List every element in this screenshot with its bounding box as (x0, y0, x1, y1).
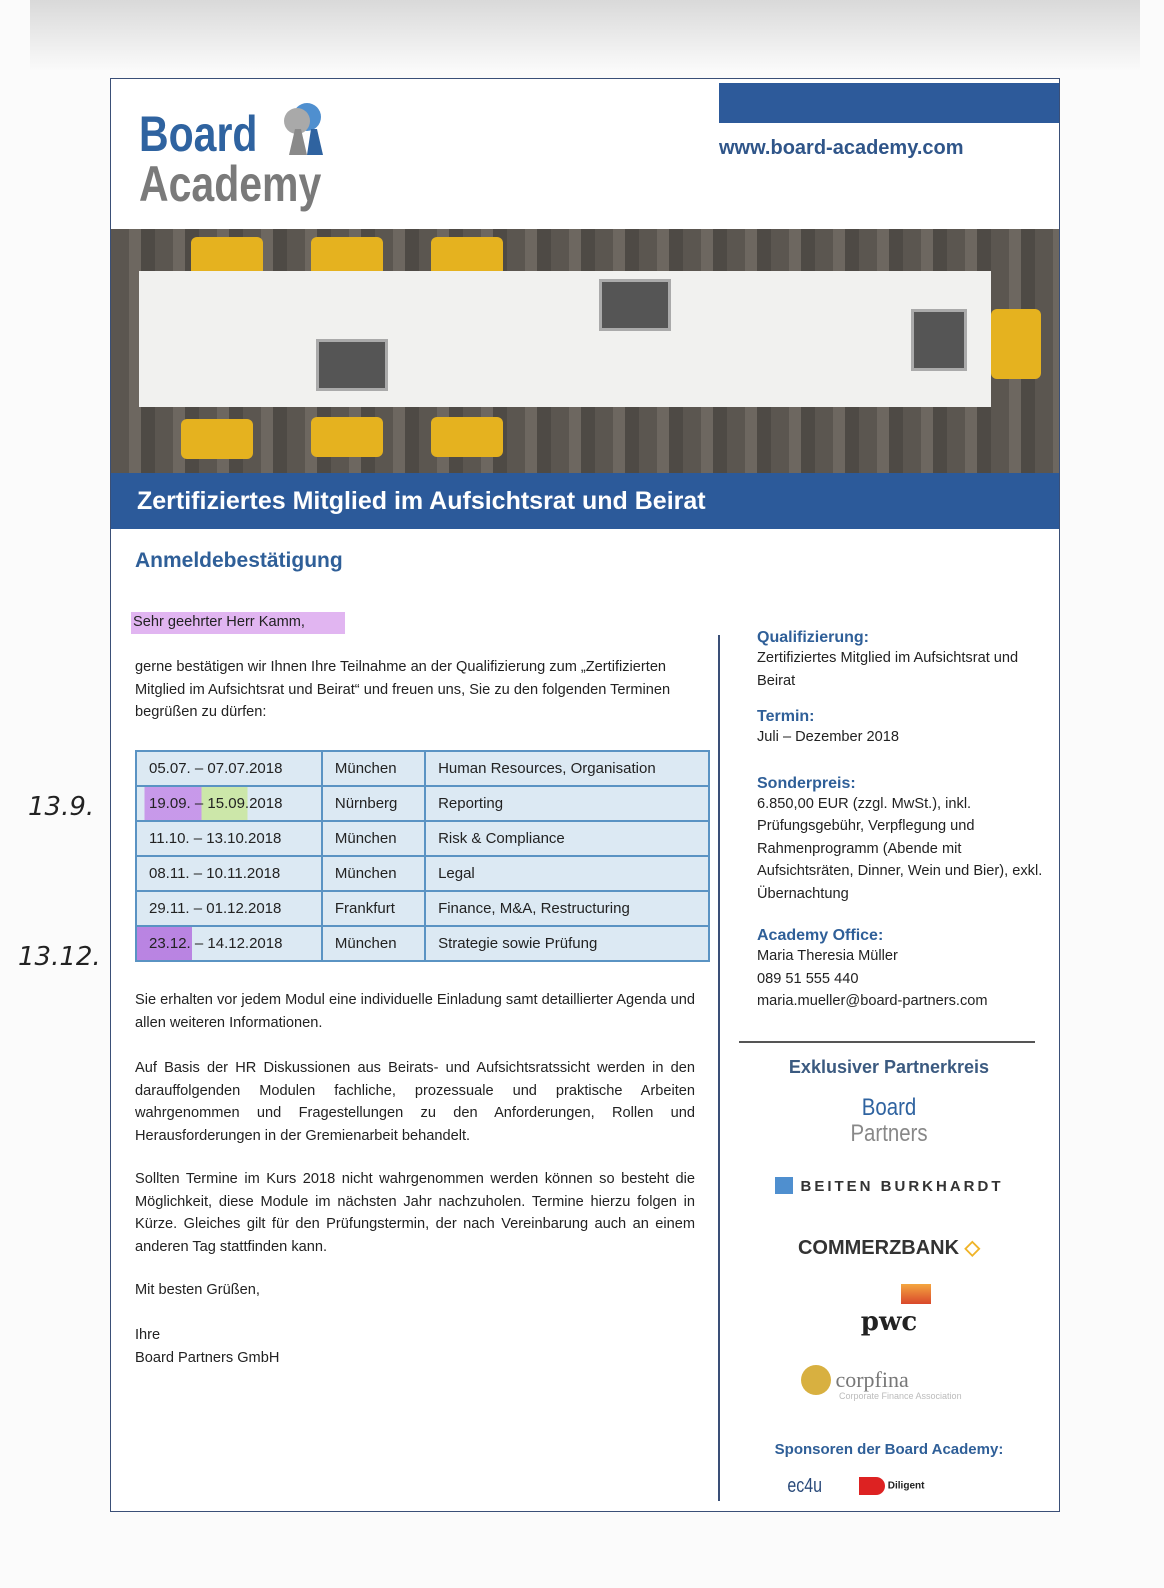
intro-paragraph: gerne bestätigen wir Ihnen Ihre Teilnahme an der Qualifizierung zum „Zertifizierten Mitglied im Aufsichtsrat und Beirat“ und freuen uns, Sie zu den folgenden Terminen begrüßen zu dürfen: (135, 659, 671, 720)
table-row: 19.09. – 15.09.2018 Nürnberg Reporting (136, 786, 709, 821)
signature-line2: Board Partners GmbH (135, 1350, 280, 1366)
table-row: 29.11. – 01.12.2018 Frankfurt Finance, M&A, Restructuring (136, 891, 709, 926)
corpfina-logo: corpfina Corporate Finance Association (801, 1365, 962, 1401)
letter-heading: Anmeldebestätigung (135, 549, 343, 572)
website-url[interactable]: www.board-academy.com (719, 137, 964, 159)
closing: Mit besten Grüßen, (135, 1282, 260, 1298)
ec4u-logo: ec4u (787, 1475, 823, 1497)
paragraph-modules: Auf Basis der HR Diskussionen aus Beirats- und Aufsichtsratssicht werden in den darauffolgenden Modulen fachliche, prozessuale und praktische Arbeiten wahrgenommen und Fragestellungen zu den Anforderungen, Rollen und Herausforderungen in der Gremienarbeit behandelt. (135, 1060, 695, 1144)
pwc-logo: pwc (860, 1307, 918, 1337)
column-divider (718, 635, 720, 1501)
table-row: 05.07. – 07.07.2018 München Human Resources, Organisation (136, 751, 709, 786)
commerzbank-logo: COMMERZBANK ◇ (797, 1237, 981, 1259)
header-photo (111, 229, 1059, 473)
signature-line1: Ihre (135, 1327, 161, 1343)
scan-shadow (30, 0, 1140, 70)
pwc-blocks-icon (901, 1284, 931, 1304)
beiten-square-icon (775, 1177, 793, 1194)
info-sidebar: Qualifizierung: Zertifiziertes Mitglied im Aufsichtsrat und Beirat Termin: Juli – Dezember 2018 Sonderpreis: 6.850,00 EUR (zzgl. MwSt.), inkl. Prüfungsgebühr, Verpflegung und Rahmenprogramm (Abende mit Aufsichtsräten, Dinner, Wein und Bier), exkl. Übernachtung Academy Office: Maria Theresia Müller 089 51 555 440 maria.mueller@board-partners.com (757, 629, 1047, 1013)
paragraph-invitation: Sie erhalten vor jedem Modul eine individuelle Einladung samt detaillierter Agenda und allen weiteren Informationen. (135, 992, 695, 1031)
board-partners-logo: Board Partners (850, 1094, 928, 1147)
keyhole-logo-icon (279, 101, 325, 157)
handwritten-note: 13.9. (28, 792, 95, 822)
sponsors-heading: Sponsoren der Board Academy: (774, 1441, 1004, 1458)
document-page (110, 78, 1060, 1512)
diligent-logo: Diligent (859, 1477, 924, 1495)
table-row: 23.12. – 14.12.2018 München Strategie sowie Prüfung (136, 926, 709, 961)
schedule-table (135, 750, 710, 962)
handwritten-note: 13.12. (18, 942, 101, 972)
diligent-mark-icon (859, 1477, 885, 1495)
table-row: 11.10. – 13.10.2018 München Risk & Compliance (136, 821, 709, 856)
sidebar-divider (739, 1041, 1035, 1043)
commerzbank-ribbon-icon: ◇ (964, 1237, 981, 1259)
course-title-banner: Zertifiziertes Mitglied im Aufsichtsrat und Beirat (111, 473, 1059, 529)
beiten-burkhardt-logo: BEITEN BURKHARDT (739, 1177, 1039, 1195)
paragraph-rescheduling: Sollten Termine im Kurs 2018 nicht wahrgenommen werden können so besteht die Möglichkeit, diese Module im nächsten Jahr nachzuholen. Termine hierzu folgen in Kürze. Gleiches gilt für den Prüfungstermin, der nach Vereinbarung auch an einem anderen Tag stattfinden kann. (135, 1171, 695, 1255)
table-row: 08.11. – 10.11.2018 München Legal (136, 856, 709, 891)
board-academy-logo: Board Academy (139, 106, 322, 212)
salutation: Sehr geehrter Herr Kamm, (135, 611, 345, 634)
globe-icon (801, 1365, 831, 1395)
header-bar (719, 83, 1059, 123)
partners-heading: Exklusiver Partnerkreis (788, 1057, 990, 1077)
office-email[interactable]: maria.mueller@board-partners.com (757, 993, 988, 1009)
